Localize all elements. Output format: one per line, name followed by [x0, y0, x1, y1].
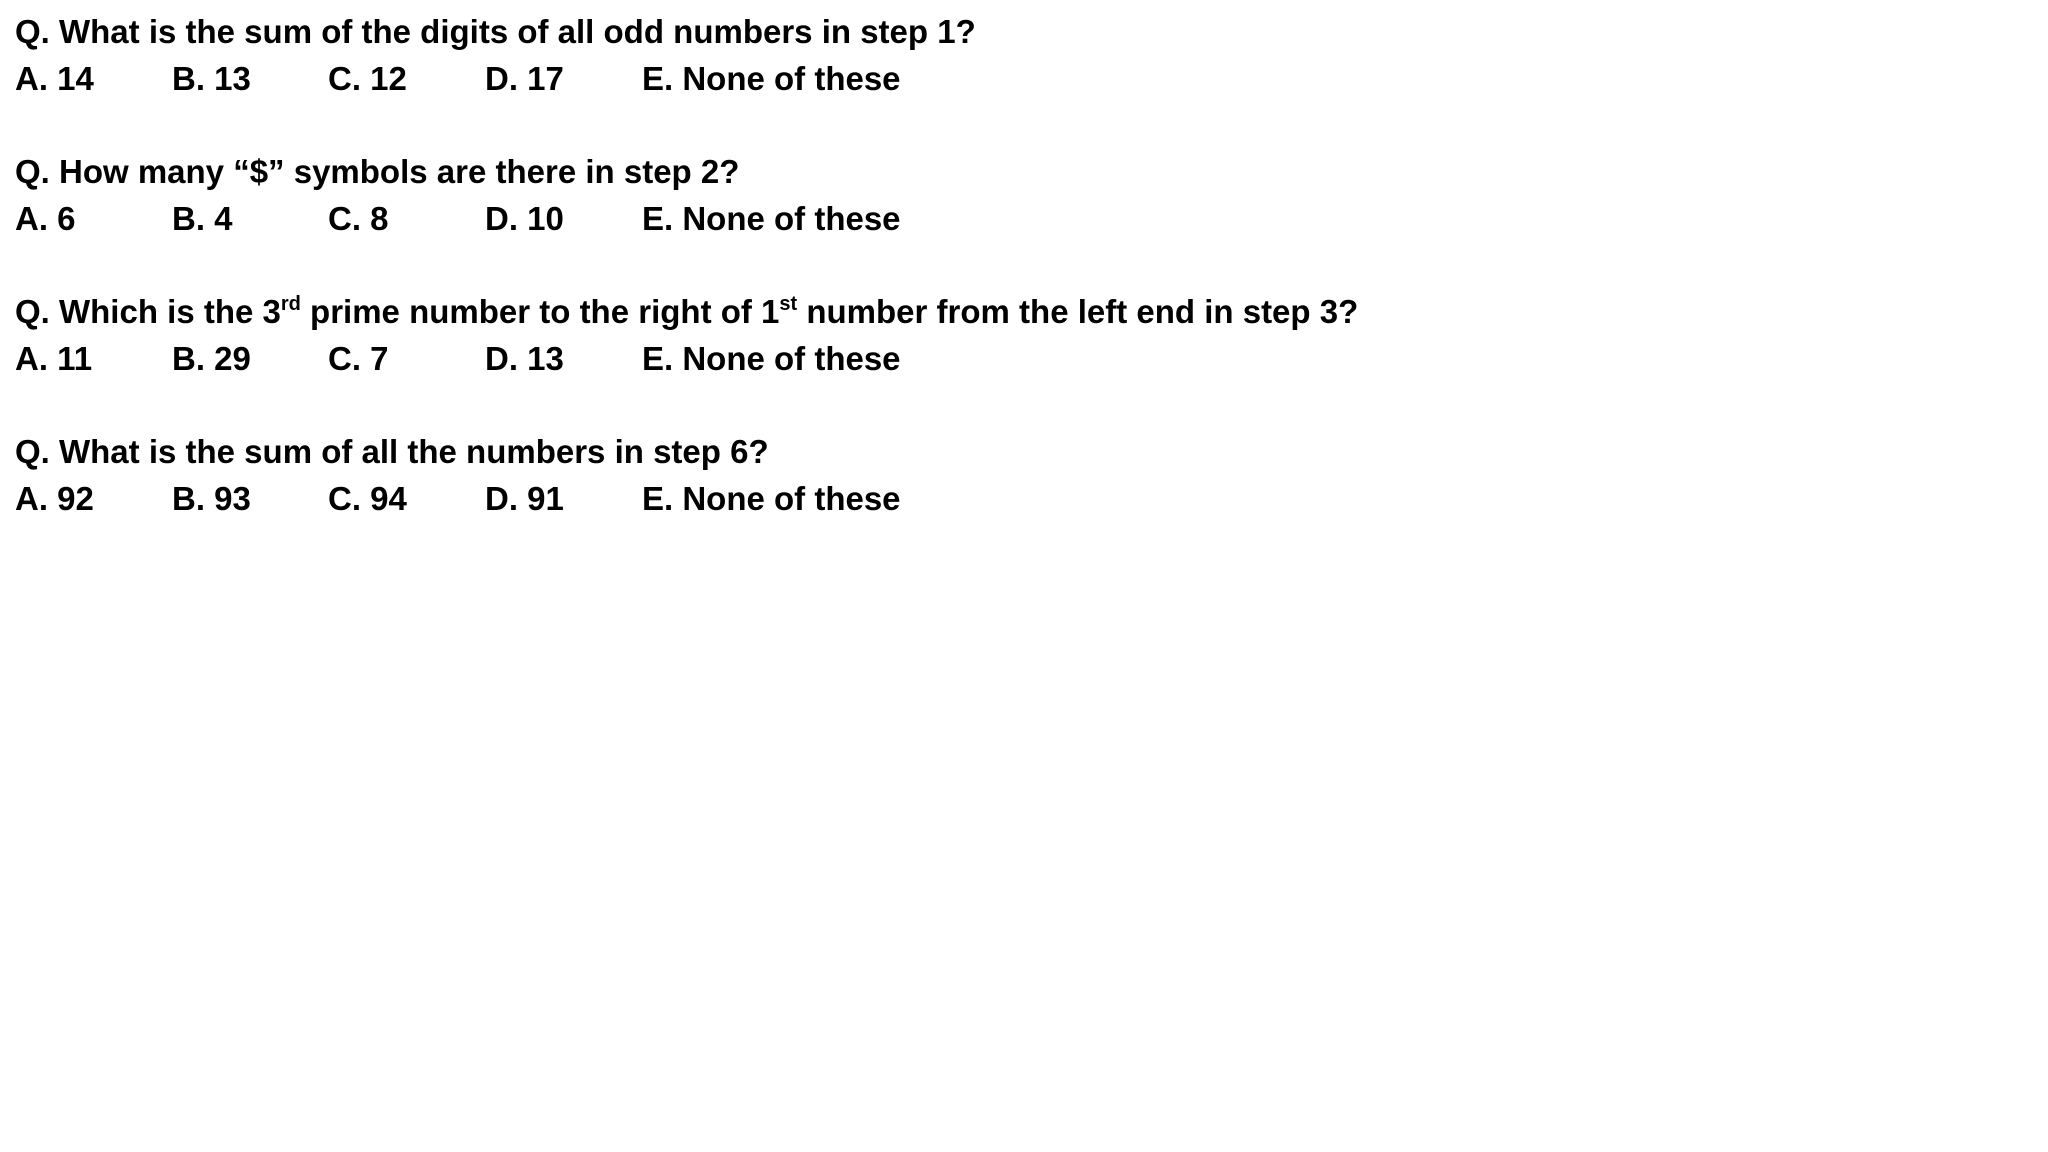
ordinal-suffix-rd: rd [280, 293, 301, 315]
question-text [15, 428, 769, 475]
option-b: B. 4 [172, 200, 233, 237]
option-d: D. 17 [485, 60, 564, 97]
question-text-span: Q. What is the sum of all the numbers in step 6? [15, 433, 769, 470]
answer-options [15, 195, 901, 242]
option-a: A. 11 [15, 340, 93, 377]
option-d: D. 13 [485, 340, 564, 377]
question-text [15, 148, 739, 195]
option-c: C. 12 [328, 60, 407, 97]
question-block-3 [15, 288, 1358, 382]
answer-options [15, 55, 976, 102]
option-a: A. 14 [15, 60, 94, 97]
question-text-span: Q. What is the sum of the digits of all odd numbers in step 1? [15, 13, 976, 50]
question-text-part-2: prime number to the right of 1 [300, 293, 780, 330]
option-c: C. 7 [328, 340, 389, 377]
question-text [15, 288, 1358, 335]
question-block-2 [15, 148, 901, 242]
option-d: D. 91 [485, 480, 564, 517]
option-d: D. 10 [485, 200, 564, 237]
answer-options [15, 335, 1358, 382]
option-b: B. 13 [172, 60, 251, 97]
option-e: E. None of these [642, 480, 901, 517]
answer-options [15, 475, 901, 522]
question-block-4 [15, 428, 901, 522]
question-text-span: Q. How many “$” symbols are there in step 2? [15, 153, 740, 190]
option-e: E. None of these [642, 200, 901, 237]
question-block-1 [15, 8, 976, 102]
option-c: C. 8 [328, 200, 389, 237]
question-text [15, 8, 976, 55]
option-b: B. 93 [172, 480, 251, 517]
option-e: E. None of these [642, 340, 901, 377]
question-text-part-3: number from the left end in step 3? [797, 293, 1359, 330]
option-a: A. 92 [15, 480, 94, 517]
ordinal-suffix-st: st [779, 293, 798, 315]
option-a: A. 6 [15, 200, 76, 237]
option-c: C. 94 [328, 480, 407, 517]
option-b: B. 29 [172, 340, 251, 377]
question-text-part-1: Q. Which is the 3 [15, 293, 281, 330]
option-e: E. None of these [642, 60, 901, 97]
